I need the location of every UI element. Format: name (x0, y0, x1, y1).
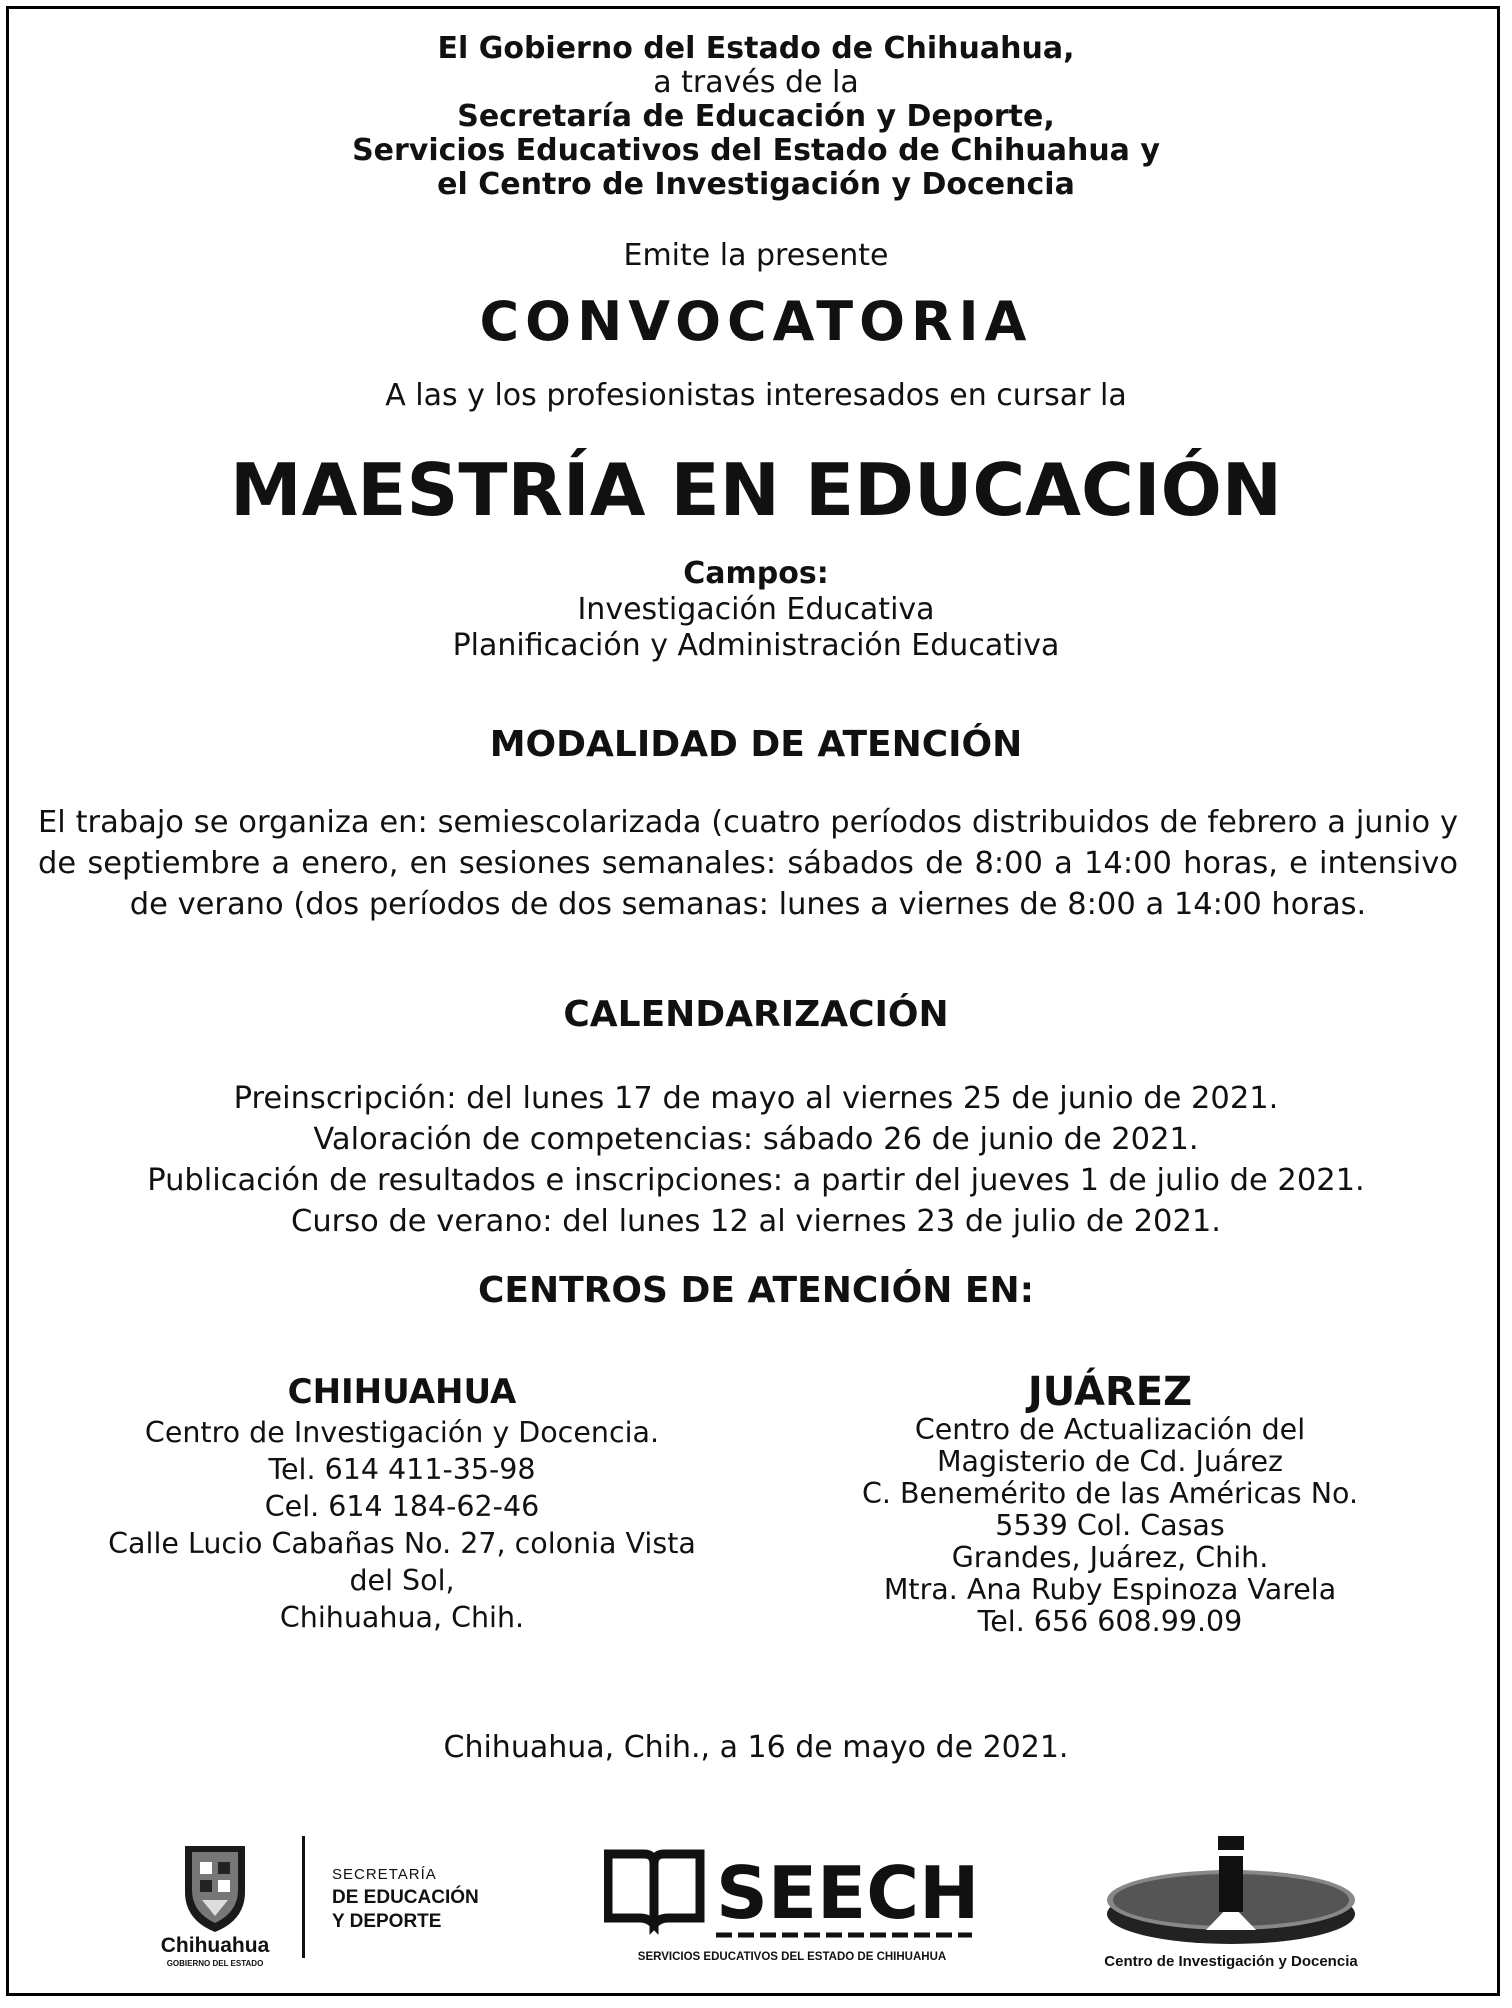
city-juarez: JUÁREZ (1027, 1369, 1193, 1415)
calendar-item: Valoración de competencias: sábado 26 de junio de 2021. (313, 1122, 1199, 1157)
phone-line: Tel. 614 411-35-98 (268, 1453, 536, 1486)
chihuahua-logo-sub: GOBIERNO DEL ESTADO (166, 1959, 264, 1968)
sed-logo-line-3: Y DEPORTE (332, 1911, 442, 1932)
address-line: C. Benemérito de las Américas No. (861, 1477, 1359, 1510)
logo-divider (302, 1836, 305, 1958)
center-juarez (780, 1370, 1440, 1638)
book-icon (608, 1854, 700, 1924)
address-line: del Sol, (349, 1564, 455, 1597)
emite-text: Emite la presente (623, 238, 889, 273)
header-line-4: Servicios Educativos del Estado de Chihuahua y (352, 133, 1160, 168)
issuer-header (0, 32, 1512, 202)
calendar-item: Curso de verano: del lunes 12 al viernes 23 de julio de 2021. (291, 1204, 1221, 1239)
seech-logo (604, 1840, 980, 1970)
phone-line: Tel. 656 608.99.09 (977, 1605, 1243, 1638)
centros-heading: CENTROS DE ATENCIÓN EN: (477, 1270, 1035, 1311)
address-line: 5539 Col. Casas (995, 1509, 1225, 1542)
program-title: MAESTRÍA EN EDUCACIÓN (229, 448, 1283, 532)
header-line-5: el Centro de Investigación y Docencia (437, 167, 1075, 202)
address-line: Calle Lucio Cabañas No. 27, colonia Vista (108, 1527, 696, 1560)
address-line: Magisterio de Cd. Juárez (936, 1445, 1284, 1478)
chihuahua-logo (140, 1840, 290, 1970)
modalidad-paragraph: El trabajo se organiza en: semiescolarizada (cuatro períodos distribuidos de febrero a junio y de septiembre a enero, en sesiones semanales: sábados de 8:00 a 14:00 horas, e intensivo de verano (dos períodos de dos semanas: lunes a viernes de 8:00 a 14:00 horas. (38, 805, 1458, 922)
header-line-3: Secretaría de Educación y Deporte, (457, 99, 1055, 134)
calendario-list (0, 1078, 1512, 1242)
seech-logo-sub: SERVICIOS EDUCATIVOS DEL ESTADO DE CHIHUAHUA (637, 1951, 947, 1963)
cid-logo (1098, 1834, 1364, 1974)
shield-icon (140, 1840, 290, 1970)
sed-logo (332, 1864, 522, 1964)
calendar-item: Publicación de resultados e inscripciones: a partir del jueves 1 de julio de 2021. (147, 1163, 1365, 1198)
address-line: Centro de Actualización del (914, 1413, 1306, 1446)
intro-text: A las y los profesionistas interesados en cursar la (385, 378, 1127, 413)
sed-logo-line-1: SECRETARÍA (332, 1866, 437, 1883)
modalidad-heading: MODALIDAD DE ATENCIÓN (489, 724, 1023, 765)
address-line: Centro de Investigación y Docencia. (144, 1416, 660, 1449)
campos-block (0, 556, 1512, 664)
campos-label: Campos: (683, 556, 829, 591)
disc-icon (1107, 1836, 1355, 1944)
cid-logo-name: Centro de Investigación y Docencia (1104, 1953, 1358, 1970)
header-line-2: a través de la (653, 65, 859, 100)
seech-logo-graphic (604, 1840, 980, 1970)
calendario-heading: CALENDARIZACIÓN (563, 994, 949, 1035)
chihuahua-logo-name: Chihuahua (160, 1934, 270, 1957)
address-line: Grandes, Juárez, Chih. (951, 1541, 1269, 1574)
city-chihuahua: CHIHUAHUA (287, 1372, 517, 1412)
header-line-1: El Gobierno del Estado de Chihuahua, (437, 31, 1075, 66)
sed-logo-line-2: DE EDUCACIÓN (332, 1887, 479, 1908)
campo-item: Investigación Educativa (577, 592, 935, 627)
contact-name: Mtra. Ana Ruby Espinoza Varela (883, 1573, 1337, 1606)
seech-logo-name: SEECH (716, 1851, 980, 1935)
cell-line: Cel. 614 184-62-46 (264, 1490, 540, 1523)
issue-date: Chihuahua, Chih., a 16 de mayo de 2021. (443, 1730, 1069, 1765)
address-line: Chihuahua, Chih. (279, 1601, 525, 1634)
cid-logo-graphic (1098, 1834, 1364, 1974)
calendar-item: Preinscripción: del lunes 17 de mayo al viernes 25 de junio de 2021. (233, 1081, 1279, 1116)
convocatoria-title: CONVOCATORIA (479, 290, 1033, 353)
center-chihuahua (72, 1370, 732, 1636)
campo-item: Planificación y Administración Educativa (452, 628, 1060, 663)
